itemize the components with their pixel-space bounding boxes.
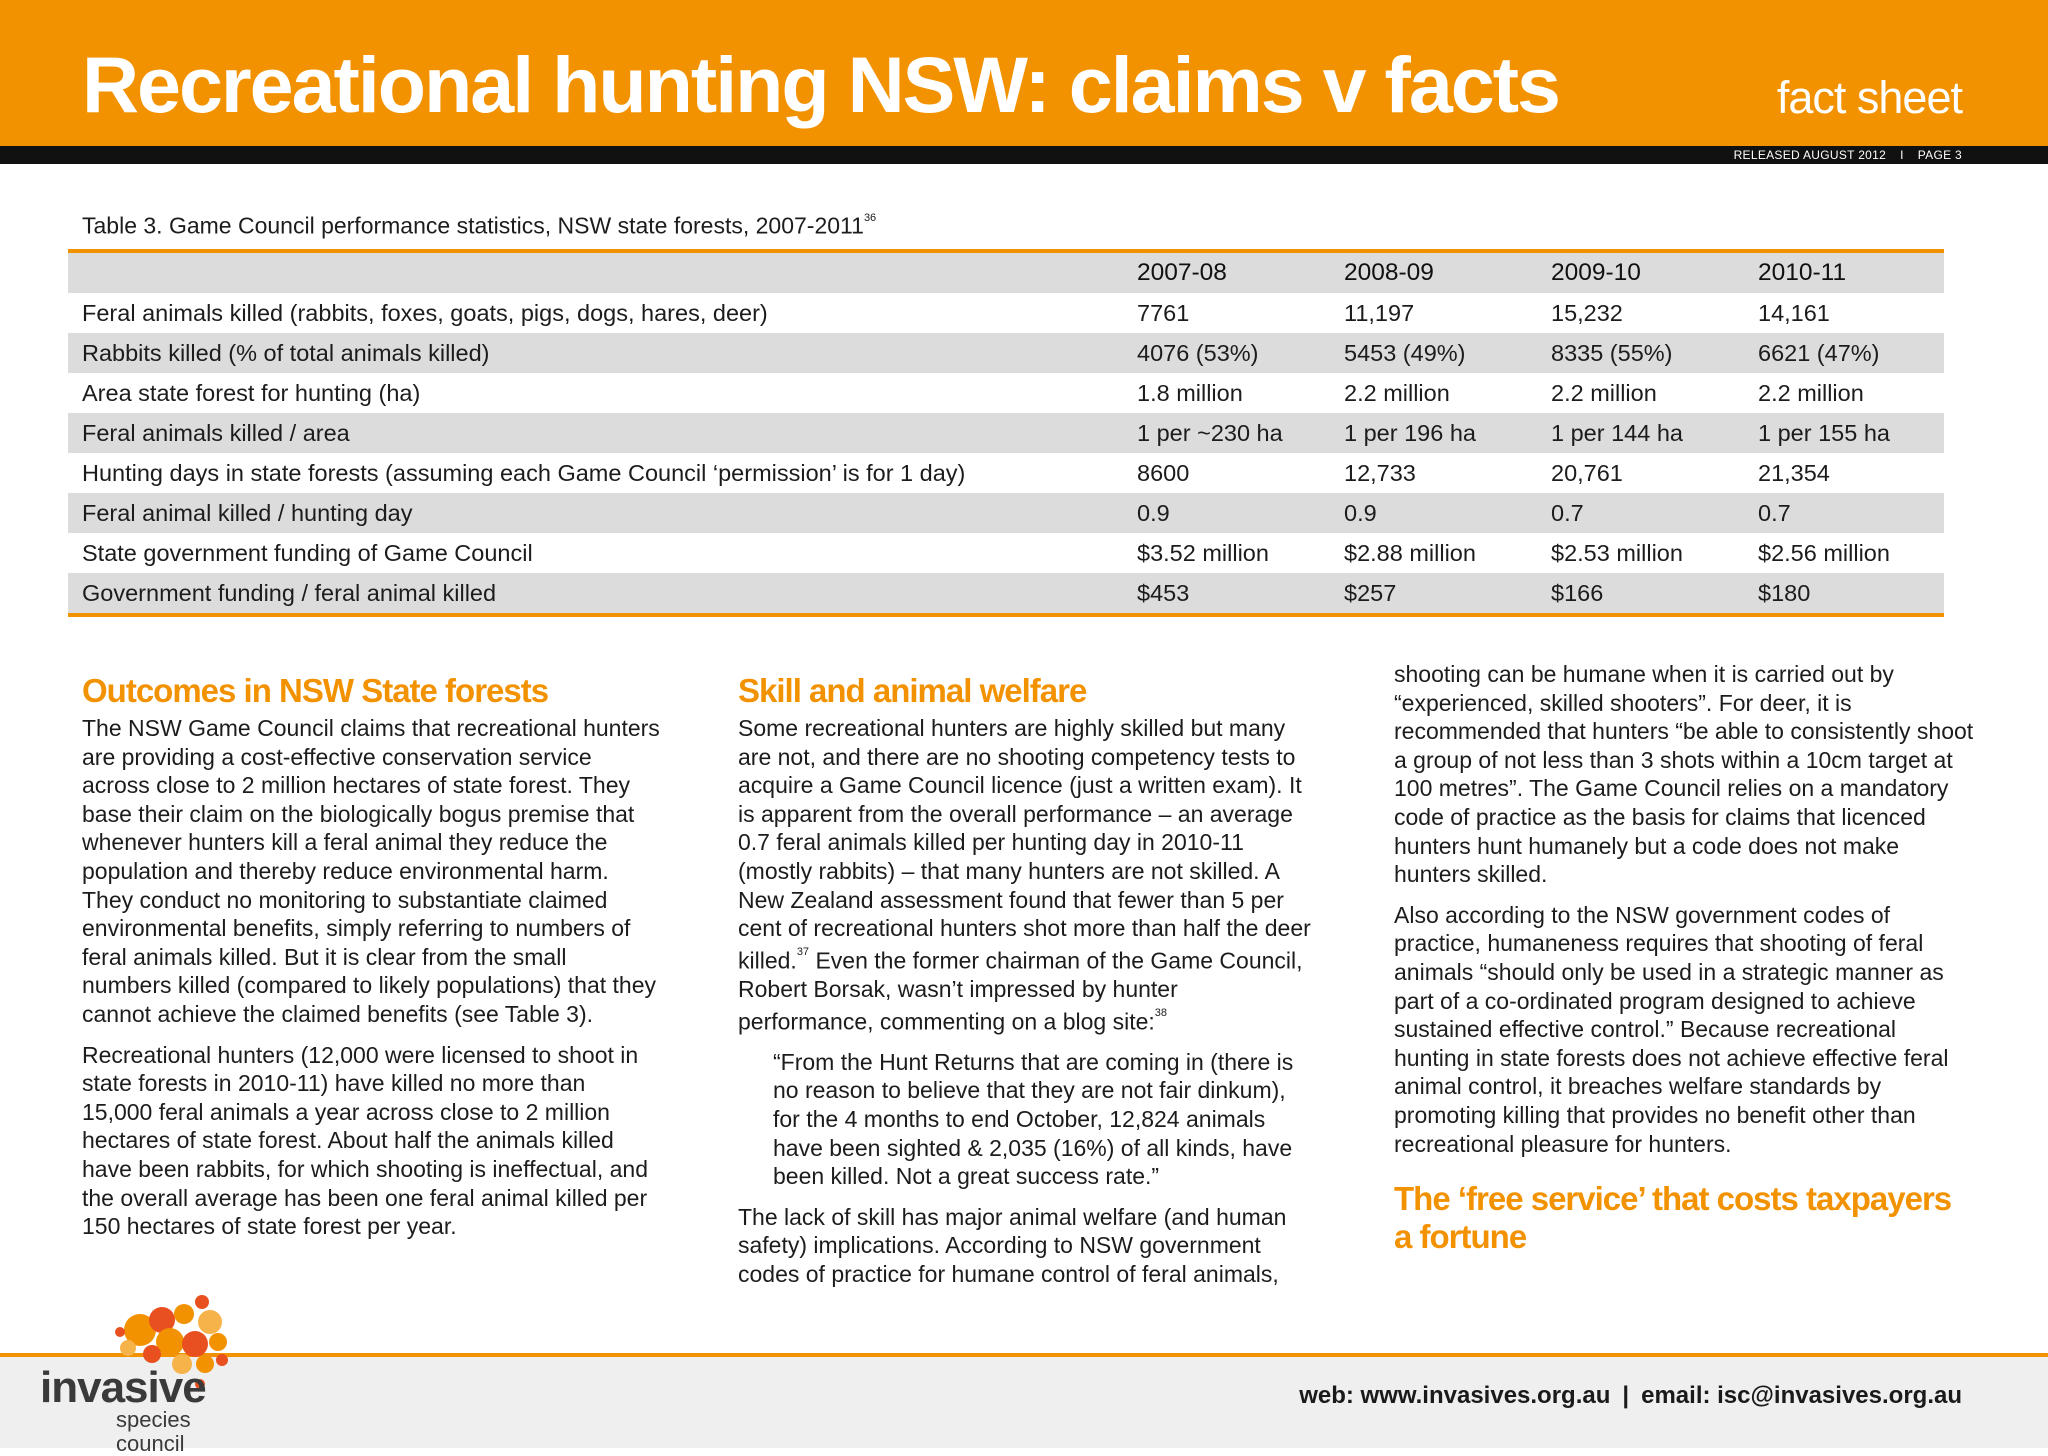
cell: 0.7 — [1744, 493, 1944, 533]
footnote-ref-36: 36 — [863, 212, 877, 224]
column-continued — [1394, 660, 1974, 1260]
footnote-ref-38: 38 — [1154, 1006, 1168, 1019]
footer-email: email: isc@invasives.org.au — [1641, 1382, 1962, 1409]
table-row — [68, 373, 1944, 413]
cell: 15,232 — [1551, 299, 1623, 326]
paragraph: The NSW Game Council claims that recreational hunters are providing a cost-effective conservation service across close to 2 million hectares of state forest. They base their claim on the biologically bogus premise that whenever hunters kill a feral animal they reduce the population and thereby reduce environmental harm. They conduct no monitoring to substantiate claimed environmental benefits, simply referring to numbers of feral animals killed. But it is clear from the small numbers killed (compared to likely populations) that they cannot achieve the claimed benefits (see Table 3). — [82, 715, 660, 1027]
footer-contact — [1299, 1382, 1962, 1410]
paragraph-text: Even the former chairman of the Game Council, Robert Borsak, wasn’t impressed by hunter performance, commenting on a blog site: — [738, 947, 1303, 1035]
paragraph — [738, 714, 1318, 1036]
cell: $2.88 million — [1344, 539, 1476, 566]
cell: 4076 (53%) — [1123, 333, 1330, 373]
cell: 21,354 — [1758, 459, 1830, 486]
section-heading-free-service: The ‘free service’ that costs taxpayers a fortune — [1394, 1180, 1952, 1256]
cell: $180 — [1744, 573, 1944, 615]
column-skill-welfare — [738, 660, 1318, 1301]
cell: $453 — [1123, 573, 1330, 615]
release-separator: I — [1900, 148, 1904, 162]
cell: 8600 — [1137, 459, 1190, 486]
cell: 14,161 — [1758, 299, 1830, 326]
footnote-ref-37: 37 — [796, 945, 810, 958]
table-row — [68, 493, 1944, 533]
table-header-row — [68, 251, 1944, 293]
table-row — [68, 333, 1944, 373]
table-row — [68, 573, 1944, 615]
row-label: State government funding of Game Council — [82, 539, 533, 566]
cell: 20,761 — [1551, 459, 1623, 486]
cell: 7761 — [1137, 299, 1190, 326]
cell: $3.52 million — [1137, 539, 1269, 566]
cell: 2.2 million — [1551, 379, 1657, 406]
cell: 1 per 196 ha — [1330, 413, 1537, 453]
cell: 1.8 million — [1137, 379, 1243, 406]
row-label: Rabbits killed (% of total animals killed) — [68, 333, 1123, 373]
table-caption-label: Table 3. — [82, 212, 163, 239]
cell: 12,733 — [1344, 459, 1416, 486]
cell: $257 — [1330, 573, 1537, 615]
column-outcomes — [82, 660, 662, 1253]
stats-table — [68, 249, 1944, 617]
paragraph: Also according to the NSW government codes of practice, humaneness requires that shooting of feral animals “should only be used in a strategic manner as part of a co-ordinated program designed to achieve sustained effective control.” Because recreational hunting in state forests does not achieve effective feral animal control, it breaches welfare standards by promoting killing that provides no benefit other than recreational pleasure for hunters. — [1394, 901, 1949, 1157]
release-date: RELEASED AUGUST 2012 — [1733, 148, 1887, 162]
row-label: Government funding / feral animal killed — [68, 573, 1123, 615]
section-heading-skill-welfare: Skill and animal welfare — [738, 672, 1087, 709]
cell: 2.2 million — [1344, 379, 1450, 406]
section-heading-outcomes: Outcomes in NSW State forests — [82, 672, 549, 709]
cell: $166 — [1537, 573, 1744, 615]
header-banner — [0, 0, 2048, 146]
logo-wordmark: invasive — [40, 1363, 206, 1412]
table-row — [68, 533, 1944, 573]
cell: 6621 (47%) — [1744, 333, 1944, 373]
cell: 11,197 — [1344, 299, 1415, 326]
cell: 0.9 — [1330, 493, 1537, 533]
row-label: Hunting days in state forests (assuming each Game Council ‘permission’ is for 1 day) — [82, 459, 966, 486]
cell: 5453 (49%) — [1330, 333, 1537, 373]
table-header-year: 2009-10 — [1537, 251, 1744, 293]
document-kind: fact sheet — [1776, 72, 1962, 123]
paragraph: The lack of skill has major animal welfare (and human safety) implications. According to NSW government codes of practice for humane control of feral animals, — [738, 1203, 1287, 1287]
cell: 8335 (55%) — [1537, 333, 1744, 373]
table-row — [68, 413, 1944, 453]
footer-separator: | — [1622, 1382, 1630, 1409]
cell: $2.53 million — [1551, 539, 1683, 566]
table-header-blank — [68, 251, 1123, 293]
cell: 1 per 155 ha — [1744, 413, 1944, 453]
table-caption-text: Game Council performance statistics, NSW state forests, 2007-2011 — [162, 212, 864, 239]
cell: 0.9 — [1123, 493, 1330, 533]
row-label: Feral animals killed / area — [68, 413, 1123, 453]
table-header-year: 2008-09 — [1330, 251, 1537, 293]
row-label: Area state forest for hunting (ha) — [82, 379, 421, 406]
isc-logo — [40, 1292, 260, 1456]
row-label: Feral animal killed / hunting day — [68, 493, 1123, 533]
row-label: Feral animals killed (rabbits, foxes, goats, pigs, dogs, hares, deer) — [82, 299, 768, 326]
table-header-year: 2010-11 — [1744, 251, 1944, 293]
table-row — [68, 293, 1944, 333]
footer-web: web: www.invasives.org.au — [1299, 1382, 1611, 1409]
table-header-year: 2007-08 — [1123, 251, 1330, 293]
cell: $2.56 million — [1758, 539, 1890, 566]
logo-subtitle: species council — [116, 1407, 191, 1456]
paragraph-text: Some recreational hunters are highly skilled but many are not, and there are no shooting competency tests to acquire a Game Council licence (just a written exam). It is apparent from the overall performance – an average 0.7 feral animals killed per hunting day in 2010-11 (mostly rabbits) – that many hunters are not skilled. A New Zealand assessment found that fewer than 5 per cent of recreational hunters shot more than half the deer killed. — [738, 715, 1311, 974]
paragraph: Recreational hunters (12,000 were licensed to shoot in state forests in 2010-11) have killed no more than 15,000 feral animals a year across close to 2 million hectares of state forest. About half the animals killed have been rabbits, for which shooting is ineffectual, and the overall average has been one feral animal killed per 150 hectares of state forest per year. — [82, 1041, 648, 1240]
table-row — [68, 453, 1944, 493]
paragraph: shooting can be humane when it is carried out by “experienced, skilled shooters”. For deer, it is recommended that hunters “be able to consistently shoot a group of not less than 3 shots within a 10cm target at 100 metres”. The Game Council relies on a mandatory code of practice as the basis for claims that licenced hunters hunt humanely but a code does not make hunters skilled. — [1394, 661, 1974, 888]
table-caption — [82, 207, 876, 241]
page-title: Recreational hunting NSW: claims v facts — [82, 40, 1559, 129]
cell: 0.7 — [1537, 493, 1744, 533]
cell: 1 per ~230 ha — [1123, 413, 1330, 453]
cell: 1 per 144 ha — [1537, 413, 1744, 453]
block-quote: “From the Hunt Returns that are coming in (there is no reason to believe that they are not fair dinkum), for the 4 months to end October, 12,824 animals have been sighted & 2,035 (16%) of all kinds, have been killed. Not a great success rate.” — [773, 1048, 1294, 1190]
release-info — [1734, 148, 1962, 162]
page-number: PAGE 3 — [1917, 148, 1962, 162]
cell: 2.2 million — [1758, 379, 1864, 406]
